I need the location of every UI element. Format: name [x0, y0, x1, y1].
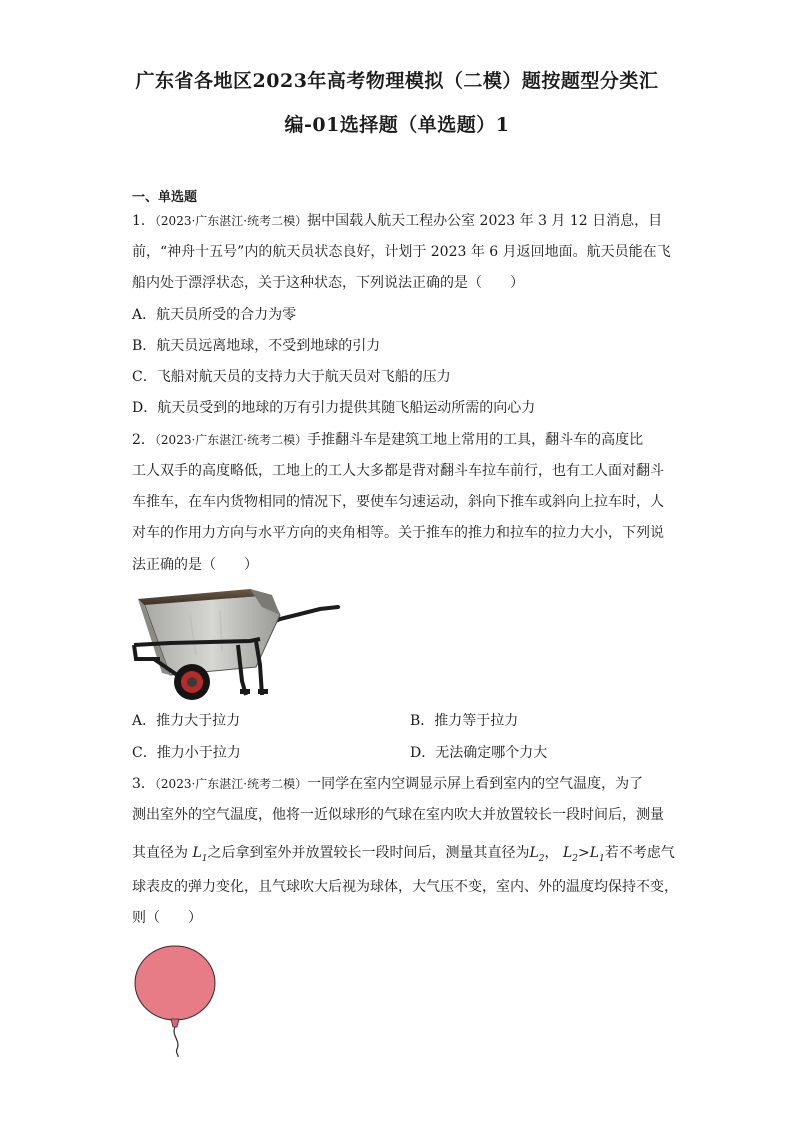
q2-stem-line5: 法正确的是（ ） [132, 557, 258, 573]
section-heading: 一、单选题 [132, 190, 198, 205]
q1-stem-line1 [132, 211, 662, 231]
q3-stem-text3b: 之后拿到室外并放置较长一段时间后，测量其直径为 [207, 845, 530, 861]
q1-stem-line3: 船内处于漂浮状态，关于这种状态，下列说法正确的是（ ） [132, 275, 524, 291]
q1-option-b: B．航天员远离地球，不受到地球的引力 [132, 338, 381, 354]
q3-stem-line2: 测出室外的空气温度，他将一近似球形的气球在室内吹大并放置较长一段时间后，测量 [132, 807, 664, 823]
q3-stem-text3a: 其直径为 [132, 845, 188, 861]
q2-stem-line3: 车推车，在车内货物相同的情况下，要使车匀速运动，斜向下推车或斜向上拉车时，人 [132, 494, 664, 510]
doc-title-line1: 广东省各地区2023年高考物理模拟（二模）题按题型分类汇 [135, 70, 659, 92]
q2-stem-line1 [132, 430, 662, 450]
q2-option-d: D．无法确定哪个力大 [410, 745, 548, 761]
q2-source: （2023·广东湛江·统考二模） [154, 433, 308, 447]
q3-compare-l1: $L_1$ [589, 845, 605, 864]
doc-title-line2: 编-01选择题（单选题）1 [284, 114, 510, 136]
q3-stem-text1: 一同学在室内空调显示屏上看到室内的空气温度，为了 [307, 776, 644, 792]
q1-stem-text1: 据中国载人航天工程办公室 2023 年 3 月 12 日消息，目 [307, 213, 663, 229]
q3-number: 3． [132, 776, 155, 792]
q1-source: （2023·广东湛江·统考二模） [154, 214, 308, 228]
q3-var-l1: $L_1$ [192, 845, 208, 864]
q2-stem-text1: 手推翻斗车是建筑工地上常用的工具，翻斗车的高度比 [307, 432, 644, 448]
q3-stem-line3 [132, 843, 675, 869]
q3-stem-text3d: 若不考虑气 [604, 845, 675, 861]
q1-option-a: A．航天员所受的合力为零 [132, 307, 297, 323]
q2-option-b: B．推力等于拉力 [410, 713, 519, 729]
q3-compare-gt: > [578, 845, 590, 861]
q2-number: 2． [132, 432, 155, 448]
q3-stem-line5: 则（ ） [132, 910, 202, 926]
q2-stem-line4: 对车的作用力方向与水平方向的夹角相等。关于推车的推力和拉车的拉力大小，下列说 [132, 525, 664, 541]
q2-option-c: C．推力小于拉力 [132, 745, 241, 761]
q3-compare-l2: $L_2$ [562, 845, 578, 864]
q1-option-d: D．航天员受到的地球的万有引力提供其随飞船运动所需的向心力 [132, 400, 536, 416]
balloon-figure [131, 945, 221, 1057]
q3-stem-line1 [132, 774, 662, 794]
q2-stem-line2: 工人双手的高度略低，工地上的工人大多都是背对翻斗车拉车前行，也有工人面对翻斗 [132, 463, 664, 479]
q3-stem-line4: 球表皮的弹力变化，且气球吹大后视为球体，大气压不变，室内、外的温度均保持不变， [132, 879, 678, 895]
wheelbarrow-figure [130, 585, 342, 703]
q3-source: （2023·广东湛江·统考二模） [154, 777, 308, 791]
q1-option-c: C．飞船对航天员的支持力大于航天员对飞船的压力 [132, 369, 451, 385]
q1-stem-line2: 前，“神舟十五号”内的航天员状态良好，计划于 2023 年 6 月返回地面。航天员能在飞 [132, 244, 671, 260]
q3-var-l2: $L_2$ [529, 845, 545, 864]
q3-stem-text3c: ， [544, 845, 559, 861]
q1-number: 1． [132, 213, 155, 229]
q2-option-a: A．推力大于拉力 [132, 713, 241, 729]
